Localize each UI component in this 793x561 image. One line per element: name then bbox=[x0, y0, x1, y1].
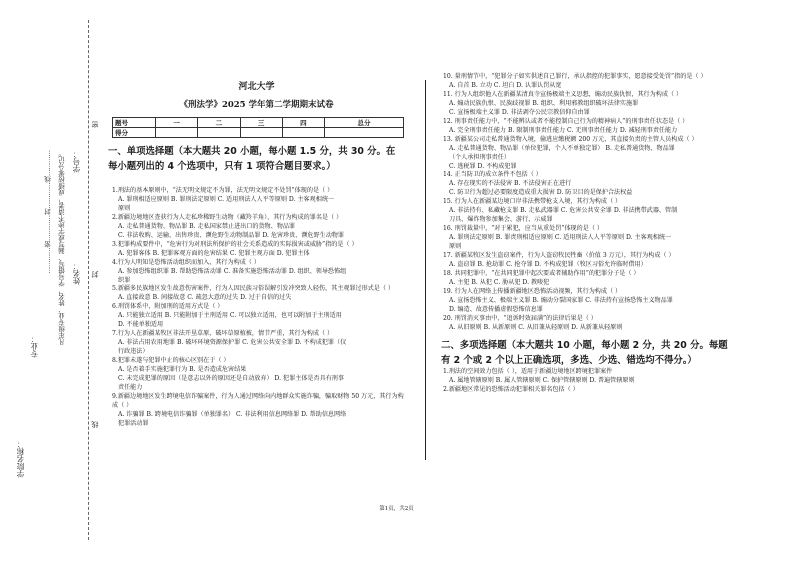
score-cell: 题号 bbox=[113, 118, 156, 128]
question-options: A. 完全刑事责任能力 B. 限制刑事责任能力 C. 无刑事责任能力 D. 减轻刑事责任能力 bbox=[449, 126, 678, 134]
question-stem: 19. 行为人在网络上传播新疆地区恐怖活动视频，其行为构成（ ） bbox=[443, 287, 622, 295]
question-options: A. 属地管辖原则 B. 属人管辖原则 C. 保护管辖原则 D. 普遍管辖原则 bbox=[449, 377, 635, 385]
name-label: 姓名： bbox=[72, 262, 81, 285]
question-options: A. 参加恐怖组织罪 B. 帮助恐怖活动罪 C. 准备实施恐怖活动罪 D. 组织、领导恐怖组 bbox=[118, 267, 347, 275]
question-options: C. 非法收购、运输、出售珍贵、濒危野生动物制品罪 D. 危害珍贵、濒危野生动物罪 bbox=[118, 231, 344, 239]
score-cell: 得分 bbox=[113, 128, 156, 138]
score-input-cell bbox=[240, 128, 282, 138]
question-stem: 10. 量刑情节中，“犯罪分子如实供述自己罪行，承认指控的犯罪事实，愿意接受处罚”指的是（ ） bbox=[443, 73, 707, 80]
score-cell: 三 bbox=[240, 118, 282, 128]
question-options: 犯罪活动罪 bbox=[118, 419, 149, 427]
question-stem: 20. 刑罚消灭事由中，“追诉时效届满”的法律后果是（ ） bbox=[443, 314, 597, 322]
question-options: A. 自首 B. 立功 C. 坦白 D. 认罪认罚从宽 bbox=[449, 81, 562, 89]
question-stem: 3.犯罪构成要件中，“危害行为对刑法所保护的社会关系造成的实际损害或威胁”指的是（ ） bbox=[112, 240, 358, 248]
score-input-cell bbox=[198, 128, 240, 138]
question-options: 行政违法） bbox=[118, 348, 149, 356]
question-stem: 2.新疆地区常见的恐怖活动犯罪相关罪名包括（ ） bbox=[443, 386, 579, 394]
seal-word-feng: 封 bbox=[91, 271, 99, 278]
score-input-cell bbox=[156, 128, 198, 138]
question-stem: 8.犯罪未遂与犯罪中止的核心区别在于（ ） bbox=[112, 357, 230, 365]
section-single-choice-heading: 一、单项选择题（本大题共 20 小题，每小题 1.5 分，共 30 分。在 每小题列出的 4 个选项中，只有 1 项符合题目要求。） bbox=[108, 146, 396, 173]
score-cell: 四 bbox=[282, 118, 324, 128]
question-options: 刀具、爆炸物参加集会、游行、示威罪 bbox=[449, 216, 553, 224]
question-options: 原则 bbox=[449, 243, 462, 251]
question-options: A. 诈骗罪 B. 跨境电信诈骗罪（单独罪名） C. 非法利用信息网络罪 D. 帮助信息网络 bbox=[118, 410, 347, 418]
question-options: 织罪 bbox=[118, 276, 131, 284]
question-stem: 11. 行为人组织他人在新疆某清真寺宣扬极端主义思想，煽动民族仇恨，其行为构成（ ） bbox=[443, 90, 683, 98]
question-options: A. 只能独立适用 B. 只能附加于主刑适用 C. 可以独立适用，也可以附加于主刑适用 bbox=[118, 312, 342, 320]
question-stem: 17. 新疆某牧区发生盗窃案件，行为人盗窃牧民牲畜（价值 3 万元），其行为构成（ ） bbox=[443, 252, 675, 260]
score-input-cell bbox=[325, 128, 404, 138]
question-stem: 2.新疆边境地区查获行为人走私珍稀野生动物（藏羚羊角），其行为构成的罪名是（ ） bbox=[112, 213, 343, 221]
question-options: A. 非法持有、私藏枪支罪 B. 走私武器罪 C. 危害公共安全罪 D. 非法携带武器、管制 bbox=[449, 207, 678, 215]
question-options: A. 非法占用农用地罪 B. 破坏环境资源保护罪 C. 危害公共安全罪 D. 不构成犯罪（仅 bbox=[118, 339, 347, 347]
question-stem: 14. 正当防卫的成立条件不包括（ ） bbox=[443, 171, 542, 179]
question-options: C. 防卫行为超过必要限度造成重大损害 D. 防卫目的是保护合法权益 bbox=[449, 189, 633, 197]
seal-word-xian: 线 bbox=[91, 421, 99, 428]
question-options: A. 走私普通货物、物品罪 B. 走私国家禁止进出口的货物、物品罪 bbox=[118, 222, 296, 230]
score-cell: 一 bbox=[156, 118, 198, 128]
left-question-list bbox=[112, 187, 408, 429]
score-cell: 总分 bbox=[325, 118, 404, 128]
question-options: D. 不能单独适用 bbox=[118, 321, 164, 329]
question-options: C. 宣扬极端主义罪 D. 非法剥夺公民宗教信仰自由罪 bbox=[449, 108, 590, 116]
binding-seal-line: …………密…………封…………线………… bbox=[44, 150, 52, 274]
score-cell: 二 bbox=[198, 118, 240, 128]
section-multi-choice-heading: 二、多项选择题（本大题共 10 小题，每小题 2 分，共 20 分。每题 有 2 个或 2 个以上正确选项，多选、少选、错选均不得分。） bbox=[441, 339, 728, 366]
question-options: A. 盗窃罪 B. 抢劫罪 C. 抢夺罪 D. 不构成犯罪（牧区习俗允许临时借用） bbox=[449, 261, 647, 269]
score-input-cell bbox=[282, 128, 324, 138]
question-options: A. 宣扬恐怖主义、极端主义罪 B. 煽动分裂国家罪 C. 非法持有宣扬恐怖主义物品罪 bbox=[449, 296, 673, 304]
question-stem: 5.新疆多民族地区发生故意伤害案件，行为人因民族习俗误解引发冲突致人轻伤，其主观罪过形式是（ ） bbox=[112, 285, 394, 293]
question-stem: 1.刑法的基本原则中，“法无明文规定不为罪，法无明文规定不处罚”体现的是（ ） bbox=[112, 187, 334, 194]
score-table bbox=[112, 117, 404, 138]
question-options: A. 从旧原则 B. 从新原则 C. 从旧兼从轻原则 D. 从新兼从轻原则 bbox=[449, 323, 623, 331]
binding-margin bbox=[0, 0, 100, 561]
right-question-list bbox=[443, 73, 743, 395]
question-stem: 16. 刑罚裁量中，“对于累犯，应当从重处罚”体现的是（ ） bbox=[443, 225, 603, 233]
question-stem: 12. 刑事责任能力中，“不能辨认或者不能控制自己行为的精神病人”的刑事责任状态是（ ） bbox=[443, 117, 689, 125]
exam-title: 《刑法学》2025 学年第二学期期末试卷 bbox=[179, 100, 334, 110]
question-options: A. 直接故意 B. 间接故意 C. 疏忽大意的过失 D. 过于自信的过失 bbox=[118, 294, 292, 302]
question-stem: 18. 共同犯罪中，“在共同犯罪中起次要或者辅助作用”的犯罪分子是（ ） bbox=[443, 269, 640, 277]
question-stem: 6.刑罚体系中，附加刑的适用方式是（ ） bbox=[112, 303, 224, 311]
question-options: （个人承担刑事责任） bbox=[449, 153, 510, 161]
score-table-score-row bbox=[113, 128, 404, 138]
question-options: A. 存在现实的不法侵害 B. 不法侵害正在进行 bbox=[449, 180, 572, 188]
page-footer: 第1页，共2页 bbox=[379, 506, 414, 512]
column-divider bbox=[425, 80, 426, 460]
question-stem: 1.刑法的空间效力包括（ ），适用于新疆边境地区跨境犯罪案件 bbox=[443, 368, 613, 376]
question-stem: 9.新疆边境地区发生跨境电信诈骗案件，行为人通过网络向内地群众实施诈骗，骗取财物 50 万元，其行为构成（ ） bbox=[112, 392, 404, 409]
binding-instruction: 凡年级专业、姓名、学号错写、漏写或字迹不清者，成绩按零分记。 bbox=[58, 150, 66, 345]
major-label: 专业： bbox=[30, 335, 39, 358]
score-table-header-row bbox=[113, 118, 404, 128]
seal-dashed-line bbox=[88, 20, 89, 540]
question-options: A. 走私普通货物、物品罪（单位犯罪，个人不单独定罪） B. 走私普通货物、物品罪 bbox=[449, 144, 675, 152]
question-options: 原则 bbox=[118, 204, 131, 212]
university-name: 河北大学 bbox=[238, 82, 275, 92]
question-stem: 7.行为人在新疆某牧区非法开垦草原，破坏草原植被，情节严重，其行为构成（ ） bbox=[112, 330, 334, 338]
question-options: A. 罪刑法定原则 B. 罪责刑相适应原则 C. 适用刑法人人平等原则 D. 主客观相统一 bbox=[449, 234, 672, 242]
student-id-label: 学号： bbox=[72, 150, 81, 173]
seal-word-mi: 密 bbox=[91, 121, 99, 128]
college-label: 学院名称： bbox=[16, 440, 25, 478]
question-options: D. 编造、故意传播虚假恐怖信息罪 bbox=[449, 305, 543, 313]
question-stem: 15. 行为人在新疆某边境口岸非法携带枪支入境，其行为构成（ ） bbox=[443, 198, 622, 206]
question-options: A. 煽动民族仇恨、民族歧视罪 B. 组织、利用邪教组织破坏法律实施罪 bbox=[449, 99, 639, 107]
question-options: C. 未完成犯罪的原因（是意志以外的原因还是自动放弃） D. 犯罪主体是否具有刑事 bbox=[118, 375, 344, 383]
question-stem: 13. 新疆某公司走私普通货物入境，偷逃应缴税额 200 万元，其直接负责的主管人员构成（ ） bbox=[443, 135, 698, 143]
question-options: A. 罪刑相适应原则 B. 罪刑法定原则 C. 适用刑法人人平等原则 D. 主客观相统一 bbox=[118, 195, 335, 203]
question-options: C. 逃税罪 D. 不构成犯罪 bbox=[449, 162, 517, 170]
question-options: A. 主犯 B. 从犯 C. 胁从犯 D. 教唆犯 bbox=[449, 278, 550, 286]
question-options: 责任能力 bbox=[118, 383, 143, 391]
question-options: A. 犯罪客体 B. 犯罪客观方面的危害结果 C. 犯罪主观方面 D. 犯罪主体 bbox=[118, 249, 310, 257]
question-options: A. 是否着手实施犯罪行为 B. 是否造成危害结果 bbox=[118, 366, 247, 374]
question-stem: 4.行为人明知是恐怖活动组织而加入，其行为构成（ ） bbox=[112, 258, 260, 266]
